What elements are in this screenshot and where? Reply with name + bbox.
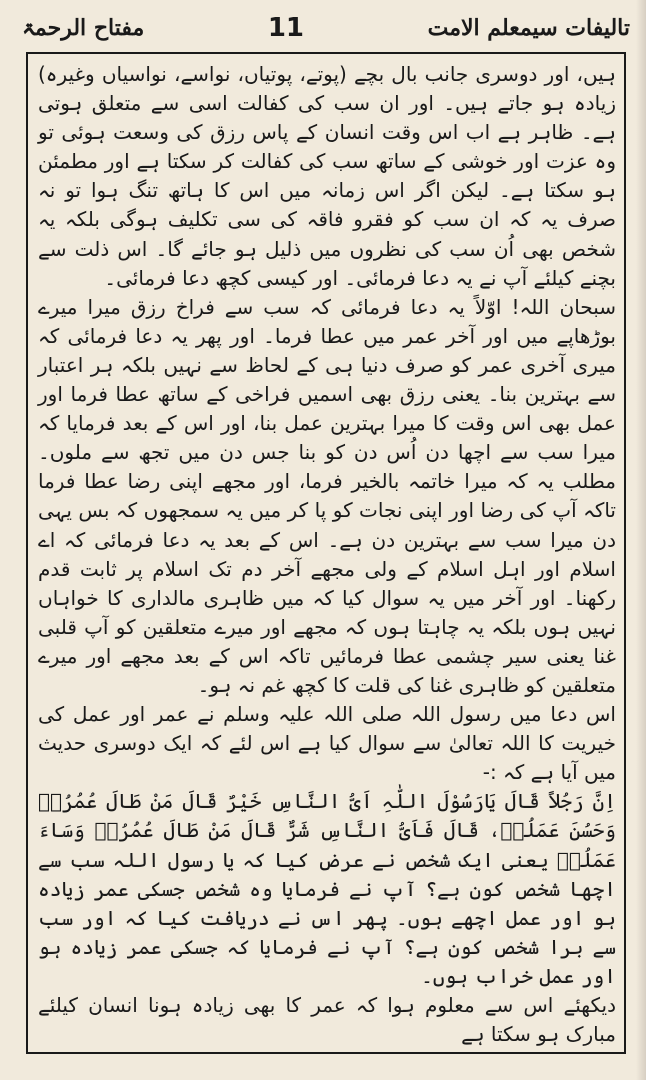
hadith-paragraph: اِنَّ رَجُلاً قَالَ یَارَسُوْلَ اللّٰہِ اَیُّ النَّاسِ خَیْرٌ قَالَ مَنْ طَالَ عُمُرُہٗ وَحَسُنَ عَمَلُہٗ، قَالَ فَاَیُّ النَّاسِ شَرٌّ قَالَ مَنْ طَالَ عُمُرُہٗ وَسَاءَ عَمَلُہٗ یعنی ایک شخص نے عرض کیا کہ یا رسول اللہ سب سے اچھا شخص کون ہے؟ آپ نے فرمایا وہ شخص جسکی عمر زیادہ ہو اور عمل اچھے ہوں۔ پھر اس نے دریافت کیا کہ اور سب سے برا شخص کون ہے؟ آپ نے فرمایا کہ جسکی عمر زیادہ ہو اور عمل خراب ہوں۔ [38, 789, 616, 988]
paragraph-2: سبحان اللہ! اوّلاً یہ دعا فرمائی کہ سب سے فراخ رزق میرا میرے بوڑھاپے میں اور آخر عمر میں عطا فرما۔ اور پھر یہ دعا فرمائی کہ میری آخری عمر کو صرف دنیا ہی کے لحاظ سے نہیں بلکہ ہر اعتبار سے بہترین بنا۔ یعنی رزق بھی اسمیں فراخی کے ساتھ عطا فرما اور عمل بھی اس وقت کا میرا بہترین عمل بنا، اور اس کے بعد فرمایا کہ میرا سب سے اچھا دن اُس دن کو بنا جس دن میں تجھ سے ملوں۔ مطلب یہ کہ میرا خاتمہ بالخیر فرما، اور مجھے اپنی رضا عطا فرما تاکہ آپ کی رضا اور اپنی نجات کو پا کر میں یہ سمجھوں کہ بس یہی دن میرا سب سے بہترین دن ہے۔ اس کے بعد یہ دعا فرمائی کہ اے اسلام اور اہل اسلام کے ولی مجھے آخر دم تک اسلام پر ثابت قدم رکھنا۔ اور آخر میں یہ سوال کیا کہ میں ظاہری مالداری کا خواہاں نہیں ہوں بلکہ یہ چاہتا ہوں کہ مجھے اور میرے متعلقین کو آپ قلبی غنا یعنی سیر چشمی عطا فرمائیں تاکہ اس کے بعد مجھے اور میرے متعلقین کو ظاہری غنا کی قلت کا کچھ غم نہ ہو۔ [38, 294, 616, 697]
body-text [38, 60, 616, 1049]
page-number: 11 [267, 13, 305, 43]
page-edge-shadow [636, 0, 646, 1080]
book-series-title: تالیفات سیمعلم الامت [427, 15, 630, 41]
text-frame [26, 52, 626, 1054]
paragraph-1: ہیں، اور دوسری جانب بال بچے (پوتے، پوتیاں، نواسے، نواسیاں وغیرہ) زیادہ ہو جاتے ہیں۔ اور ان سب کی کفالت اسی سے متعلق ہوتی ہے۔ ظاہر ہے اب اس وقت انسان کے پاس رزق کی وسعت ہوئی تو وہ عزت اور خوشی کے ساتھ سب کی کفالت کر سکتا ہے اور مطمئن ہو سکتا ہے۔ لیکن اگر اس زمانہ میں اس کا ہاتھ تنگ ہوا تو نہ صرف یہ کہ ان سب کو فقرو فاقہ کی سی تکلیف ہوگی بلکہ یہ شخص بھی اُن سب کی نظروں میں ذلیل ہو جائے گا۔ اس ذلت سے بچنے کیلئے آپ نے یہ دعا فرمائی۔ اور کیسی کچھ دعا فرمائی۔ [38, 62, 616, 290]
chapter-title: مفتاح الرحمۃ [22, 15, 145, 41]
paragraph-3: اس دعا میں رسول اللہ صلی اللہ علیہ وسلم نے عمر اور عمل کی خیریت کا اللہ تعالیٰ سے سوال کیا ہے اس لئے کہ ایک دوسری حدیث میں آیا ہے کہ :- [38, 702, 616, 785]
page-header [22, 8, 630, 48]
paragraph-5: دیکھئے اس سے معلوم ہوا کہ عمر کا بھی زیادہ ہونا انسان کیلئے مبارک ہو سکتا ہے [38, 993, 616, 1047]
